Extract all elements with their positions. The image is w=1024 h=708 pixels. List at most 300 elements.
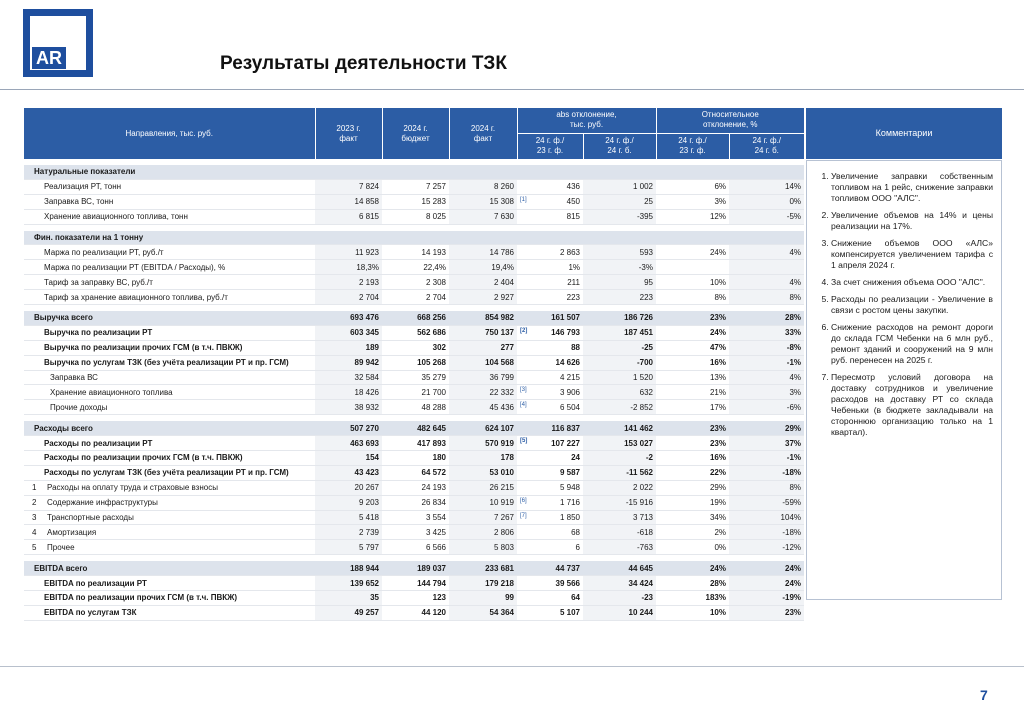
cell-2023-fact: 38 932	[315, 400, 382, 415]
cell-abs-vs-budget: -2	[583, 451, 656, 466]
cell-value: 1%	[568, 262, 580, 272]
col-header-direction: Направления, тыс. руб.	[24, 108, 315, 159]
cell-value: 24	[571, 453, 580, 463]
cell-2023-fact: 154	[315, 451, 382, 466]
cell-2024-fact: 104 568	[449, 355, 517, 370]
cell-abs-vs-budget: 593	[583, 245, 656, 260]
cell-2024-fact: 53 010	[449, 465, 517, 480]
cell-2023-fact: 2 193	[315, 275, 382, 290]
cell-2023-fact: 507 270	[315, 421, 382, 435]
row-label: Маржа по реализации РТ, руб./т	[24, 245, 315, 260]
cell-2024-budget: 417 893	[382, 436, 449, 451]
cell-2023-fact: 6 815	[315, 209, 382, 224]
row-label: Выручка по услугам ТЗК (без учёта реализации РТ и пр. ГСМ)	[24, 355, 315, 370]
cell-2024-budget: 6 566	[382, 540, 449, 555]
row-label: Выручка всего	[24, 311, 315, 325]
cell-2023-fact: 14 858	[315, 194, 382, 209]
cell-value: 450	[566, 197, 580, 207]
cell-2024-fact: 54 364	[449, 605, 517, 620]
cell-value: 14 626	[555, 358, 580, 368]
cell-rel-vs-budget: 28%	[729, 311, 804, 325]
col-header-2024-budget: 2024 г. бюджет	[382, 108, 449, 159]
table-row	[24, 290, 804, 305]
cell-abs-vs-2023	[517, 495, 583, 510]
page-title: Результаты деятельности ТЗК	[220, 53, 507, 74]
cell-rel-vs-2023: 183%	[656, 591, 729, 606]
footnote-ref: [2]	[520, 327, 528, 334]
cell-abs-vs-2023	[517, 385, 583, 400]
cell-rel-vs-budget: -1%	[729, 355, 804, 370]
cell-abs-vs-budget: -11 562	[583, 465, 656, 480]
results-table	[24, 108, 804, 621]
cell-2023-fact: 463 693	[315, 436, 382, 451]
cell-2024-budget: 105 268	[382, 355, 449, 370]
cell-abs-vs-budget: 141 462	[583, 421, 656, 435]
row-label	[24, 510, 315, 525]
row-label: Тариф за заправку ВС, руб./т	[24, 275, 315, 290]
cell-abs-vs-budget: -25	[583, 340, 656, 355]
cell-rel-vs-2023: 24%	[656, 561, 729, 575]
table-row	[24, 385, 804, 400]
table-row	[24, 311, 804, 325]
cell-rel-vs-2023: 23%	[656, 421, 729, 435]
cell-rel-vs-2023: 8%	[656, 290, 729, 305]
cell-value: 5 107	[559, 608, 580, 618]
cell-2024-fact: 7 267	[449, 510, 517, 525]
cell-2024-fact: 99	[449, 591, 517, 606]
cell-2024-budget: 144 794	[382, 576, 449, 591]
cell-abs-vs-budget: 1 520	[583, 370, 656, 385]
cell-rel-vs-budget: 24%	[729, 561, 804, 575]
row-number: 5	[32, 542, 37, 552]
cell-abs-vs-2023	[517, 421, 583, 435]
row-label	[24, 540, 315, 555]
cell-rel-vs-budget: 24%	[729, 576, 804, 591]
table-row	[24, 591, 804, 606]
footnote-ref: [4]	[520, 402, 527, 409]
cell-rel-vs-2023: 10%	[656, 275, 729, 290]
cell-abs-vs-budget: 223	[583, 290, 656, 305]
cell-abs-vs-budget: -2 852	[583, 400, 656, 415]
footer-divider	[0, 666, 1024, 667]
cell-abs-vs-budget: 187 451	[583, 325, 656, 340]
cell-rel-vs-budget: 4%	[729, 370, 804, 385]
comment-item: 2. Увеличение объемов на 14% и цены реализации на 17%.	[831, 210, 993, 232]
cell-value: 223	[566, 292, 580, 302]
cell-2024-budget: 8 025	[382, 209, 449, 224]
cell-2024-fact: 277	[449, 340, 517, 355]
cell-2024-budget: 2 308	[382, 275, 449, 290]
table-row	[24, 325, 804, 340]
row-label-text: Расходы на оплату труда и страховые взносы	[47, 483, 218, 493]
cell-abs-vs-2023	[517, 370, 583, 385]
table-row	[24, 179, 804, 194]
cell-rel-vs-2023: 21%	[656, 385, 729, 400]
cell-rel-vs-budget: -18%	[729, 525, 804, 540]
row-label: EBITDA по реализации прочих ГСМ (в т.ч. ПВКЖ)	[24, 591, 315, 606]
cell-2024-budget: 3 425	[382, 525, 449, 540]
cell-abs-vs-2023	[517, 355, 583, 370]
cell-abs-vs-2023	[517, 245, 583, 260]
table-row	[24, 209, 804, 224]
table-row	[24, 194, 804, 209]
header-divider	[0, 89, 1024, 90]
cell-2024-fact: 19,4%	[449, 260, 517, 275]
cell-value: 6 504	[559, 402, 580, 412]
cell-rel-vs-2023: 12%	[656, 209, 729, 224]
row-label: Расходы по реализации РТ	[24, 436, 315, 451]
cell-rel-vs-budget: -8%	[729, 340, 804, 355]
footnote-ref: [1]	[520, 196, 527, 203]
cell-rel-vs-budget: 4%	[729, 245, 804, 260]
cell-value: 436	[566, 182, 580, 192]
cell-abs-vs-2023	[517, 311, 583, 325]
cell-value: 815	[566, 212, 580, 222]
cell-abs-vs-2023	[517, 209, 583, 224]
table-row	[24, 525, 804, 540]
row-label: Расходы всего	[24, 421, 315, 435]
comment-item: 5. Расходы по реализации - Увеличение в связи с ростом цены закупки.	[831, 294, 993, 316]
cell-2024-budget: 562 686	[382, 325, 449, 340]
cell-abs-vs-2023	[517, 275, 583, 290]
cell-value: 39 566	[555, 578, 580, 588]
comment-item: 7. Пересмотр условий договора на доставку сотрудников и увеличение расходов на доставку РТ со склада Чебеньки (в бюджете закладывали на стороннюю организацию только на 1 квартал).	[831, 372, 993, 438]
cell-2024-fact: 624 107	[449, 421, 517, 435]
cell-2024-fact: 178	[449, 451, 517, 466]
cell-2023-fact: 43 423	[315, 465, 382, 480]
section-label: Натуральные показатели	[24, 165, 315, 179]
cell-value: 2 863	[559, 247, 580, 257]
cell-2024-fact: 26 215	[449, 480, 517, 495]
logo-text: AR	[32, 47, 66, 69]
cell-2024-fact: 854 982	[449, 311, 517, 325]
cell-2024-fact: 179 218	[449, 576, 517, 591]
cell-abs-vs-2023	[517, 436, 583, 451]
cell-abs-vs-2023	[517, 400, 583, 415]
table-row	[24, 340, 804, 355]
row-number: 4	[32, 527, 37, 537]
cell-2024-budget: 2 704	[382, 290, 449, 305]
cell-rel-vs-2023: 16%	[656, 355, 729, 370]
cell-2023-fact: 11 923	[315, 245, 382, 260]
cell-abs-vs-budget: 632	[583, 385, 656, 400]
cell-2024-fact: 45 436	[449, 400, 517, 415]
cell-2023-fact: 2 704	[315, 290, 382, 305]
row-number: 3	[32, 513, 37, 523]
cell-2024-budget: 24 193	[382, 480, 449, 495]
cell-abs-vs-budget: -395	[583, 209, 656, 224]
row-label: Заправка ВС	[24, 370, 315, 385]
cell-abs-vs-2023	[517, 540, 583, 555]
cell-rel-vs-2023: 13%	[656, 370, 729, 385]
cell-2023-fact: 7 824	[315, 179, 382, 194]
row-number: 2	[32, 498, 37, 508]
col-header-abs: abs отклонение, тыс. руб.	[517, 108, 656, 133]
row-label: Расходы по реализации прочих ГСМ (в т.ч. ПВКЖ)	[24, 451, 315, 466]
cell-rel-vs-2023: 0%	[656, 540, 729, 555]
row-label: Хранение авиационного топлива, тонн	[24, 209, 315, 224]
col-header-abs-vs-budget: 24 г. ф./ 24 г. б.	[583, 133, 656, 159]
row-label: Выручка по реализации прочих ГСМ (в т.ч. ПВКЖ)	[24, 340, 315, 355]
cell-2024-budget: 15 283	[382, 194, 449, 209]
cell-2023-fact: 188 944	[315, 561, 382, 575]
cell-2024-budget: 189 037	[382, 561, 449, 575]
cell-2023-fact: 603 345	[315, 325, 382, 340]
cell-abs-vs-budget: 95	[583, 275, 656, 290]
cell-rel-vs-budget: 37%	[729, 436, 804, 451]
cell-abs-vs-2023	[517, 340, 583, 355]
cell-2024-fact: 10 919	[449, 495, 517, 510]
comment-item: 6. Снижение расходов на ремонт дороги до склада ГСМ Чебенки на 6 млн руб., ремонт зданий и сооружений на 9 млн руб. перенесен на 2025 г.	[831, 322, 993, 366]
row-label-text: Содержание инфраструктуры	[47, 498, 158, 508]
cell-2024-budget: 64 572	[382, 465, 449, 480]
cell-rel-vs-2023: 23%	[656, 436, 729, 451]
cell-abs-vs-budget: 25	[583, 194, 656, 209]
cell-abs-vs-budget: -700	[583, 355, 656, 370]
comments-list	[807, 161, 1001, 438]
cell-rel-vs-2023: 22%	[656, 465, 729, 480]
cell-abs-vs-2023	[517, 576, 583, 591]
row-label: Маржа по реализации РТ (EBITDA / Расходы), %	[24, 260, 315, 275]
section-natural	[24, 165, 804, 179]
cell-rel-vs-budget: 14%	[729, 179, 804, 194]
cell-2024-budget: 44 120	[382, 605, 449, 620]
cell-value: 211	[567, 277, 580, 287]
cell-2024-budget: 48 288	[382, 400, 449, 415]
col-header-2024-fact: 2024 г. факт	[449, 108, 517, 159]
comments-panel	[806, 160, 1002, 600]
cell-value: 146 793	[551, 328, 580, 338]
section-label: Фин. показатели на 1 тонну	[24, 231, 315, 245]
cell-rel-vs-budget: -18%	[729, 465, 804, 480]
cell-rel-vs-2023	[656, 260, 729, 275]
cell-rel-vs-budget: 3%	[729, 385, 804, 400]
row-label: Реализация РТ, тонн	[24, 179, 315, 194]
cell-abs-vs-budget: 153 027	[583, 436, 656, 451]
cell-2023-fact: 2 739	[315, 525, 382, 540]
table-row	[24, 561, 804, 575]
cell-abs-vs-2023	[517, 260, 583, 275]
row-label: EBITDA всего	[24, 561, 315, 575]
cell-rel-vs-budget: -19%	[729, 591, 804, 606]
cell-abs-vs-budget: 2 022	[583, 480, 656, 495]
cell-2023-fact: 18 426	[315, 385, 382, 400]
cell-2023-fact: 32 584	[315, 370, 382, 385]
comments-header: Комментарии	[806, 108, 1002, 159]
table-row	[24, 480, 804, 495]
cell-abs-vs-2023	[517, 451, 583, 466]
cell-abs-vs-2023	[517, 561, 583, 575]
cell-2024-budget: 180	[382, 451, 449, 466]
footnote-ref: [3]	[520, 387, 527, 394]
cell-2023-fact: 5 797	[315, 540, 382, 555]
cell-abs-vs-2023	[517, 510, 583, 525]
cell-rel-vs-2023: 24%	[656, 325, 729, 340]
table-row	[24, 370, 804, 385]
cell-value: 88	[571, 343, 580, 353]
cell-abs-vs-budget: 44 645	[583, 561, 656, 575]
cell-rel-vs-budget: 4%	[729, 275, 804, 290]
col-header-abs-vs-2023: 24 г. ф./ 23 г. ф.	[517, 133, 583, 159]
table-row	[24, 245, 804, 260]
cell-rel-vs-budget: 29%	[729, 421, 804, 435]
row-label	[24, 525, 315, 540]
cell-abs-vs-2023	[517, 480, 583, 495]
cell-value: 9 587	[559, 468, 580, 478]
cell-2024-budget: 22,4%	[382, 260, 449, 275]
cell-rel-vs-budget: 104%	[729, 510, 804, 525]
cell-rel-vs-2023: 28%	[656, 576, 729, 591]
cell-2024-fact: 750 137	[449, 325, 517, 340]
cell-rel-vs-2023: 3%	[656, 194, 729, 209]
cell-rel-vs-budget: -59%	[729, 495, 804, 510]
row-label	[24, 480, 315, 495]
cell-rel-vs-2023: 29%	[656, 480, 729, 495]
cell-2024-fact: 8 260	[449, 179, 517, 194]
row-label: Выручка по реализации РТ	[24, 325, 315, 340]
cell-rel-vs-budget: 23%	[729, 605, 804, 620]
cell-abs-vs-budget: 1 002	[583, 179, 656, 194]
table-row	[24, 355, 804, 370]
table-row	[24, 451, 804, 466]
cell-abs-vs-2023	[517, 605, 583, 620]
cell-rel-vs-budget: 0%	[729, 194, 804, 209]
cell-abs-vs-budget: -3%	[583, 260, 656, 275]
cell-value: 6	[575, 542, 580, 552]
cell-value: 3 906	[559, 387, 580, 397]
cell-2023-fact: 9 203	[315, 495, 382, 510]
cell-abs-vs-budget: -763	[583, 540, 656, 555]
cell-2024-fact: 36 799	[449, 370, 517, 385]
cell-rel-vs-2023: 16%	[656, 451, 729, 466]
cell-value: 44 737	[555, 563, 580, 573]
cell-2023-fact: 5 418	[315, 510, 382, 525]
cell-2024-budget: 14 193	[382, 245, 449, 260]
col-header-rel: Относительное отклонение, %	[656, 108, 804, 133]
row-label: Тариф за хранение авиационного топлива, руб./т	[24, 290, 315, 305]
cell-2024-budget: 482 645	[382, 421, 449, 435]
page-number: 7	[980, 687, 988, 703]
cell-rel-vs-2023: 47%	[656, 340, 729, 355]
cell-2024-fact: 2 404	[449, 275, 517, 290]
cell-2024-fact: 5 803	[449, 540, 517, 555]
section-financial	[24, 231, 804, 245]
cell-2024-budget: 123	[382, 591, 449, 606]
cell-rel-vs-budget: -5%	[729, 209, 804, 224]
col-header-2023: 2023 г. факт	[315, 108, 382, 159]
comment-item: 1. Увеличение заправки собственным топливом на 1 рейс, снижение заправки топливом ООО "АЛС".	[831, 171, 993, 204]
cell-2024-fact: 22 332	[449, 385, 517, 400]
cell-abs-vs-budget: -15 916	[583, 495, 656, 510]
cell-2024-budget: 7 257	[382, 179, 449, 194]
cell-value: 1 850	[559, 513, 580, 523]
row-label: EBITDA по реализации РТ	[24, 576, 315, 591]
col-header-rel-vs-budget: 24 г. ф./ 24 г. б.	[729, 133, 804, 159]
cell-2024-fact: 233 681	[449, 561, 517, 575]
cell-abs-vs-2023	[517, 179, 583, 194]
cell-abs-vs-budget: -23	[583, 591, 656, 606]
cell-2023-fact: 693 476	[315, 311, 382, 325]
cell-rel-vs-2023: 24%	[656, 245, 729, 260]
cell-rel-vs-budget: -6%	[729, 400, 804, 415]
cell-rel-vs-budget: -1%	[729, 451, 804, 466]
cell-value: 161 507	[551, 313, 580, 323]
row-label: Прочие доходы	[24, 400, 315, 415]
cell-2023-fact: 89 942	[315, 355, 382, 370]
table-row	[24, 436, 804, 451]
cell-abs-vs-2023	[517, 525, 583, 540]
cell-2024-budget: 3 554	[382, 510, 449, 525]
table-row	[24, 275, 804, 290]
cell-rel-vs-budget: -12%	[729, 540, 804, 555]
cell-value: 68	[571, 527, 580, 537]
cell-rel-vs-budget: 33%	[729, 325, 804, 340]
cell-rel-vs-budget: 8%	[729, 480, 804, 495]
cell-2024-fact: 14 786	[449, 245, 517, 260]
table-row	[24, 576, 804, 591]
cell-2024-fact: 570 919	[449, 436, 517, 451]
footnote-ref: [7]	[520, 512, 527, 519]
cell-abs-vs-2023	[517, 290, 583, 305]
cell-rel-vs-2023: 19%	[656, 495, 729, 510]
row-label-text: Амортизация	[47, 527, 97, 537]
cell-abs-vs-budget: 10 244	[583, 605, 656, 620]
cell-value: 5 948	[559, 483, 580, 493]
row-label-text: Транспортные расходы	[47, 513, 134, 523]
company-logo	[23, 9, 93, 77]
cell-abs-vs-budget: 34 424	[583, 576, 656, 591]
table-row	[24, 495, 804, 510]
cell-rel-vs-2023: 6%	[656, 179, 729, 194]
table-row	[24, 510, 804, 525]
cell-2024-budget: 26 834	[382, 495, 449, 510]
table-row	[24, 540, 804, 555]
cell-2024-budget: 35 279	[382, 370, 449, 385]
cell-abs-vs-budget: -618	[583, 525, 656, 540]
cell-2023-fact: 35	[315, 591, 382, 606]
comment-item: 4. За счет снижения объема ООО "АЛС".	[831, 277, 993, 288]
cell-value: 4 215	[559, 373, 580, 383]
row-label: Расходы по услугам ТЗК (без учёта реализации РТ и пр. ГСМ)	[24, 465, 315, 480]
cell-rel-vs-budget	[729, 260, 804, 275]
row-label-text: Прочее	[47, 542, 75, 552]
cell-rel-vs-2023: 34%	[656, 510, 729, 525]
table-row	[24, 465, 804, 480]
cell-2023-fact: 18,3%	[315, 260, 382, 275]
row-label	[24, 495, 315, 510]
col-header-rel-vs-2023: 24 г. ф./ 23 г. ф.	[656, 133, 729, 159]
row-label: Хранение авиационного топлива	[24, 385, 315, 400]
cell-2023-fact: 20 267	[315, 480, 382, 495]
cell-2024-fact: 15 308	[449, 194, 517, 209]
cell-2024-budget: 21 700	[382, 385, 449, 400]
row-number: 1	[32, 483, 37, 493]
comment-item: 3. Снижение объемов ООО «АЛС» компенсируется увеличением тарифа с 1 апреля 2024 г.	[831, 238, 993, 271]
cell-rel-vs-2023: 10%	[656, 605, 729, 620]
cell-abs-vs-2023	[517, 591, 583, 606]
cell-rel-vs-budget: 8%	[729, 290, 804, 305]
cell-rel-vs-2023: 23%	[656, 311, 729, 325]
cell-rel-vs-2023: 2%	[656, 525, 729, 540]
row-label: EBITDA по услугам ТЗК	[24, 605, 315, 620]
cell-value: 116 837	[551, 423, 580, 433]
cell-rel-vs-2023: 17%	[656, 400, 729, 415]
cell-value: 1 716	[559, 498, 580, 508]
footnote-ref: [5]	[520, 438, 528, 445]
cell-abs-vs-budget: 3 713	[583, 510, 656, 525]
cell-abs-vs-2023	[517, 194, 583, 209]
cell-2023-fact: 189	[315, 340, 382, 355]
